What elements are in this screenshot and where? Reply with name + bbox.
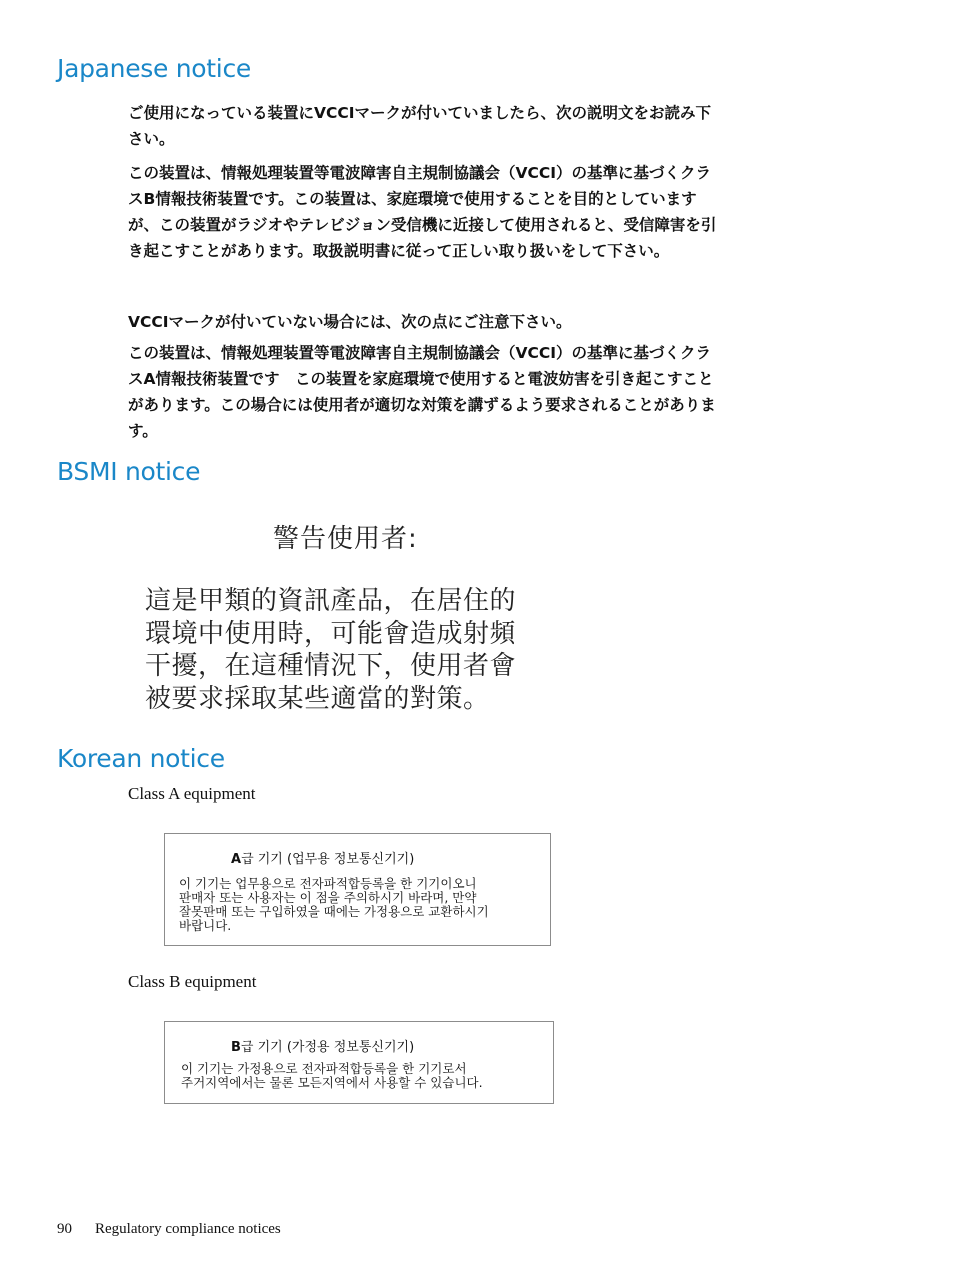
class-b-line: 이 기기는 가정용으로 전자파적합등록을 한 기기로서 (181, 1061, 467, 1076)
class-a-letter: A (231, 852, 242, 867)
japanese-notice-paragraph-1 (128, 100, 718, 152)
bsmi-line: 干擾，在這種情況下，使用者會 (145, 651, 517, 681)
class-a-line: 바랍니다. (179, 918, 232, 933)
japanese-notice-heading: Japanese notice (57, 54, 251, 83)
bsmi-line: 被要求採取某些適當的對策。 (145, 683, 490, 714)
class-b-letter: B (231, 1040, 241, 1055)
japanese-text-3: VCCIマークが付いていない場合には、次の点にご注意下さい。 (128, 313, 572, 331)
class-a-line: 이 기기는 업무용으로 전자파적합등록을 한 기기이오니 (179, 876, 477, 891)
bsmi-line: 這是甲類的資訊產品，在居住的 (145, 586, 517, 616)
class-b-label: Class B equipment (128, 972, 257, 991)
korean-notice-heading: Korean notice (57, 744, 225, 773)
class-a-label: Class A equipment (128, 784, 256, 803)
class-a-box-title (231, 848, 414, 867)
page-number: 90 (57, 1221, 72, 1237)
class-a-line: 판매자 또는 사용자는 이 점을 주의하시기 바라며, 만약 (179, 890, 477, 905)
japanese-notice-paragraph-4 (128, 340, 718, 444)
class-b-notice-box (164, 1021, 554, 1104)
class-a-line: 잘못판매 또는 구입하였을 때에는 가정용으로 교환하시기 (179, 904, 489, 919)
bsmi-notice-image (145, 515, 565, 715)
japanese-notice-paragraph-2 (128, 160, 718, 264)
class-a-notice-box (164, 833, 551, 946)
class-a-box-body (179, 877, 549, 933)
japanese-text-2: この装置は、情報処理装置等電波障害自主規制協議会（VCCI）の基準に基づくクラスB情報技術装置です。この装置は、家庭環境で使用することを目的としていますが、この装置がラジオやテレビジョン受信機に近接して使用されると、受信障害を引き起こすことがあります。取扱説明書に従って正しい取り扱いをして下さい。 (128, 164, 717, 260)
class-b-line: 주거지역에서는 물론 모든지역에서 사용할 수 있습니다. (181, 1075, 483, 1090)
japanese-notice-paragraph-3 (128, 309, 718, 335)
bsmi-line: 環境中使用時，可能會造成射頻 (145, 618, 517, 649)
class-b-title-text: 급 기기 (가정용 정보통신기기) (240, 1040, 415, 1055)
class-b-box-body (181, 1062, 551, 1090)
japanese-text-1: ご使用になっている装置にVCCIマークが付いていましたら、次の説明文をお読み下さい。 (128, 104, 712, 148)
japanese-text-4: この装置は、情報処理装置等電波障害自主規制協議会（VCCI）の基準に基づくクラスA情報技術装置です この装置を家庭環境で使用すると電波妨害を引き起こすことがあります。この場合には使用者が適切な対策を講ずるよう要求されることがあります。 (128, 344, 716, 440)
page-footer (57, 1221, 281, 1238)
bsmi-warning-body (145, 585, 565, 715)
bsmi-warning-heading: 警告使用者: (273, 524, 418, 554)
chapter-title: Regulatory compliance notices (95, 1221, 281, 1237)
bsmi-notice-heading: BSMI notice (57, 457, 201, 486)
class-b-box-title (231, 1036, 414, 1055)
class-a-title-text: 급 기기 (업무용 정보통신기기) (241, 852, 415, 867)
